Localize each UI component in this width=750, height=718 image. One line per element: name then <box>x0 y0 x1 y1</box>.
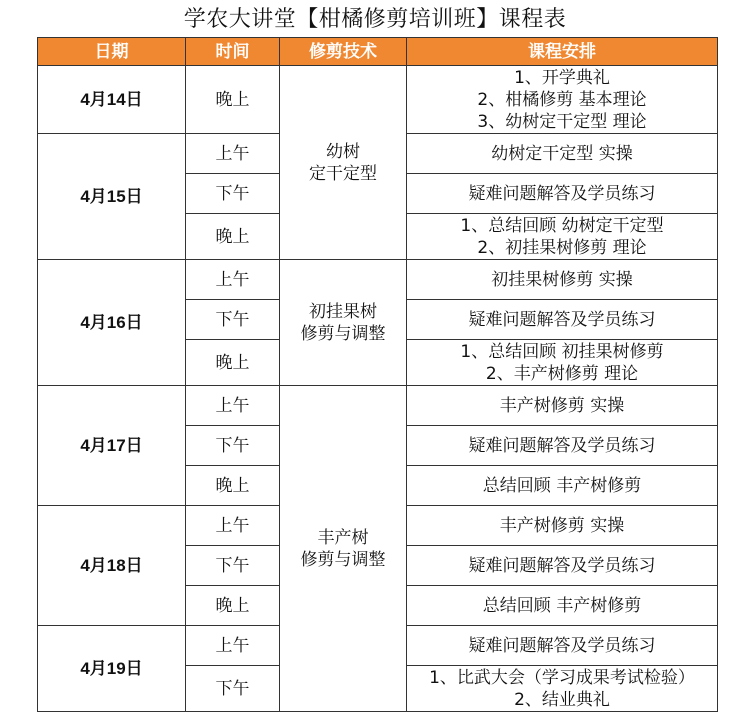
plan-cell <box>407 340 718 386</box>
time-cell: 上午 <box>186 506 280 546</box>
page-title: 学农大讲堂【柑橘修剪培训班】课程表 <box>183 7 567 32</box>
plan-cell <box>407 214 718 260</box>
plan-cell <box>407 506 718 546</box>
plan-cell <box>407 626 718 666</box>
plan-line: 1、总结回顾 幼树定干定型 <box>460 215 664 236</box>
table-row <box>38 260 718 300</box>
technique-line: 修剪与调整 <box>300 323 386 344</box>
technique-cell <box>280 66 407 260</box>
technique-line: 幼树 <box>326 141 360 162</box>
time-cell: 上午 <box>186 134 280 174</box>
plan-line: 2、柑橘修剪 基本理论 <box>477 89 647 110</box>
plan-line: 总结回顾 丰产树修剪 <box>482 595 642 616</box>
date-cell: 4月18日 <box>38 506 186 626</box>
technique-line: 丰产树 <box>317 527 369 548</box>
plan-cell <box>407 386 718 426</box>
plan-line: 丰产树修剪 实操 <box>499 515 625 536</box>
plan-line: 疑难问题解答及学员练习 <box>468 183 656 204</box>
technique-line: 初挂果树 <box>309 301 377 322</box>
header-date: 日期 <box>38 38 186 66</box>
plan-line: 疑难问题解答及学员练习 <box>468 309 656 330</box>
time-cell: 下午 <box>186 426 280 466</box>
time-cell: 晚上 <box>186 466 280 506</box>
plan-cell <box>407 66 718 134</box>
table-row <box>38 66 718 134</box>
plan-line: 疑难问题解答及学员练习 <box>468 555 656 576</box>
plan-cell <box>407 666 718 712</box>
header-technique: 修剪技术 <box>280 38 407 66</box>
plan-cell <box>407 426 718 466</box>
schedule-table <box>37 37 718 712</box>
time-cell: 晚上 <box>186 340 280 386</box>
plan-line: 1、总结回顾 初挂果树修剪 <box>460 341 664 362</box>
time-cell: 上午 <box>186 626 280 666</box>
plan-line: 丰产树修剪 实操 <box>499 395 625 416</box>
header-row <box>38 38 718 66</box>
table-row <box>38 386 718 426</box>
plan-cell <box>407 134 718 174</box>
date-cell: 4月17日 <box>38 386 186 506</box>
plan-line: 2、结业典礼 <box>514 689 610 710</box>
plan-line: 2、丰产树修剪 理论 <box>485 363 639 384</box>
time-cell: 下午 <box>186 300 280 340</box>
plan-line: 总结回顾 丰产树修剪 <box>482 475 642 496</box>
time-cell: 下午 <box>186 546 280 586</box>
time-cell: 上午 <box>186 386 280 426</box>
plan-cell <box>407 260 718 300</box>
time-cell: 下午 <box>186 666 280 712</box>
date-cell: 4月15日 <box>38 134 186 260</box>
technique-line: 修剪与调整 <box>300 549 386 570</box>
time-cell: 下午 <box>186 174 280 214</box>
time-cell: 晚上 <box>186 586 280 626</box>
plan-cell <box>407 174 718 214</box>
technique-line: 定干定型 <box>309 163 377 184</box>
plan-line: 3、幼树定干定型 理论 <box>477 111 647 132</box>
header-time: 时间 <box>186 38 280 66</box>
plan-cell <box>407 466 718 506</box>
date-cell: 4月19日 <box>38 626 186 712</box>
plan-line: 疑难问题解答及学员练习 <box>468 635 656 656</box>
technique-cell <box>280 386 407 712</box>
date-cell: 4月14日 <box>38 66 186 134</box>
date-cell: 4月16日 <box>38 260 186 386</box>
plan-line: 初挂果树修剪 实操 <box>491 269 633 290</box>
time-cell: 上午 <box>186 260 280 300</box>
plan-cell <box>407 546 718 586</box>
time-cell: 晚上 <box>186 66 280 134</box>
technique-cell <box>280 260 407 386</box>
plan-line: 2、初挂果树修剪 理论 <box>477 237 647 258</box>
plan-cell <box>407 300 718 340</box>
plan-line: 幼树定干定型 实操 <box>491 143 633 164</box>
plan-cell <box>407 586 718 626</box>
header-plan: 课程安排 <box>407 38 718 66</box>
time-cell: 晚上 <box>186 214 280 260</box>
plan-line: 1、比武大会（学习成果考试检验） <box>429 667 695 688</box>
plan-line: 疑难问题解答及学员练习 <box>468 435 656 456</box>
plan-line: 1、开学典礼 <box>514 67 610 88</box>
